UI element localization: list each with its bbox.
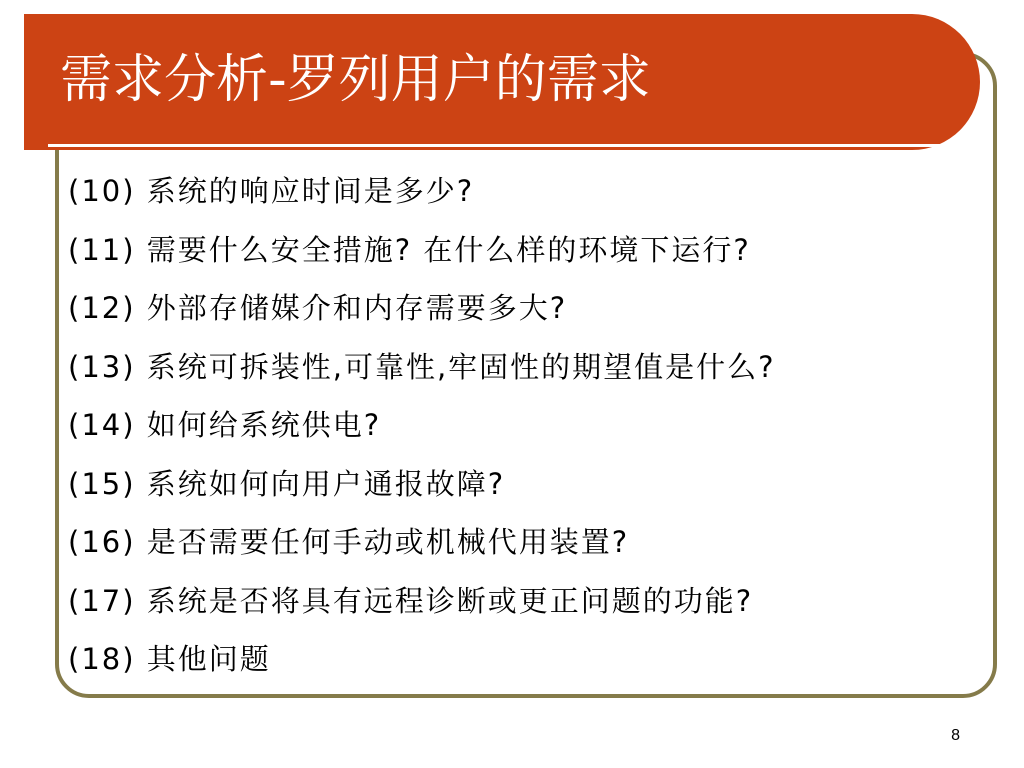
- title-underline: [48, 144, 952, 147]
- question-item-13: (13) 系统可拆装性,可靠性,牢固性的期望值是什么?: [68, 349, 776, 384]
- question-item-15: (15) 系统如何向用户通报故障?: [68, 466, 506, 501]
- question-item-17: (17) 系统是否将具有远程诊断或更正问题的功能?: [68, 583, 754, 618]
- question-item-16: (16) 是否需要任何手动或机械代用装置?: [68, 525, 630, 559]
- question-item-12: (12) 外部存储媒介和内存需要多大?: [68, 291, 568, 325]
- question-item-14: (14) 如何给系统供电?: [68, 408, 382, 442]
- page-number: 8: [951, 727, 960, 744]
- slide-title: 需求分析-罗列用户的需求: [60, 50, 651, 110]
- question-item-10: (10) 系统的响应时间是多少?: [68, 174, 475, 208]
- title-bar: [24, 14, 980, 150]
- question-item-18: (18) 其他问题: [68, 642, 271, 676]
- question-item-11: (11) 需要什么安全措施? 在什么样的环境下运行?: [68, 232, 751, 267]
- question-list: [68, 162, 998, 689]
